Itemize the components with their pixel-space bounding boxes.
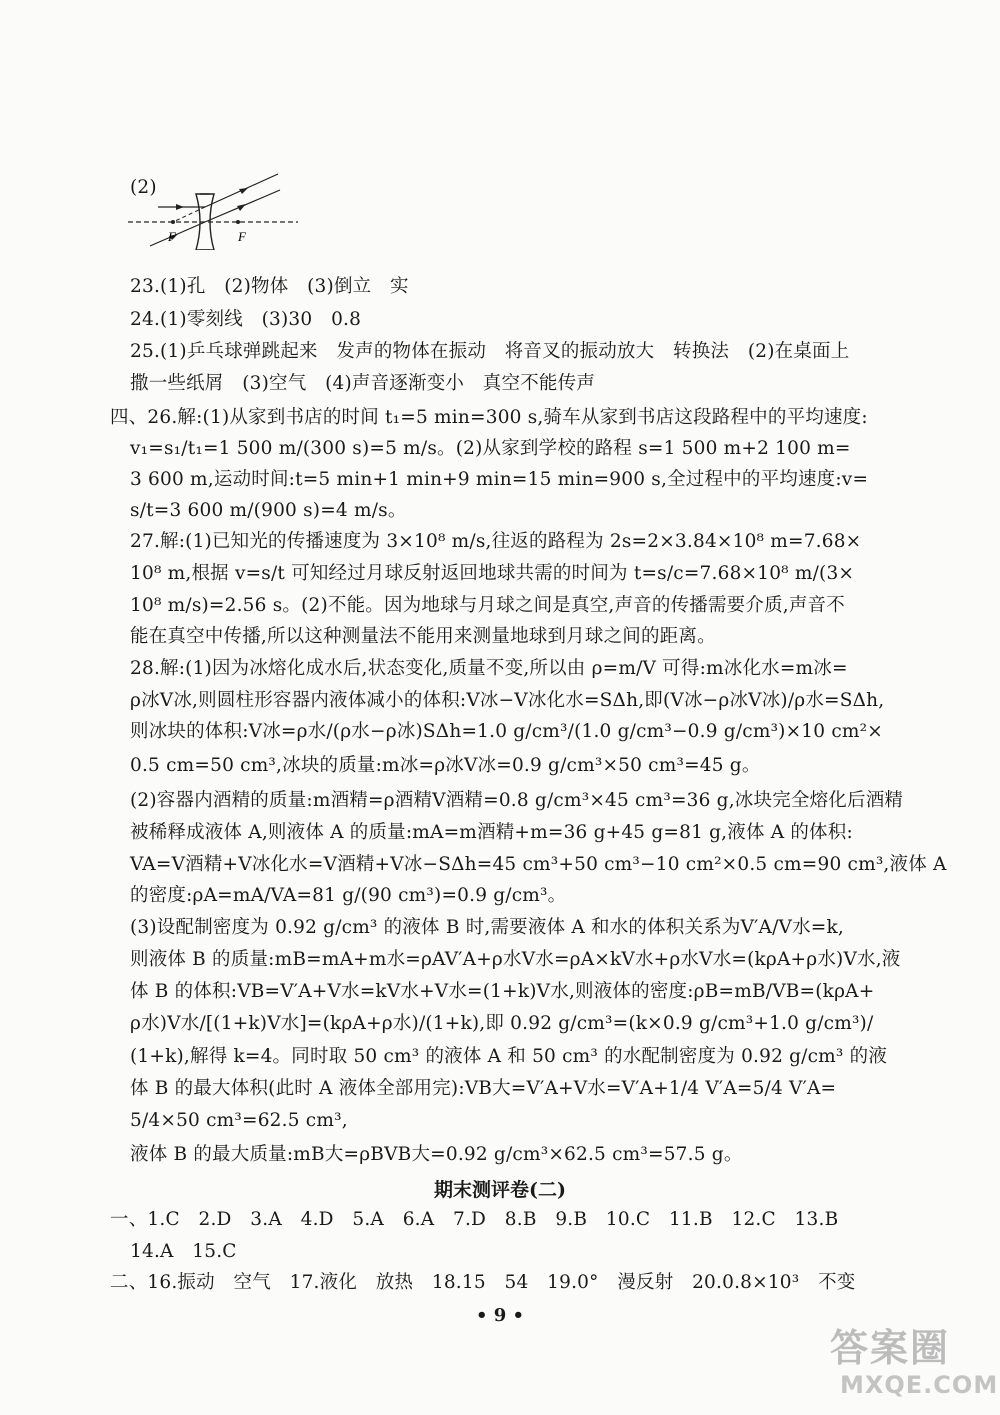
watermark-logo: 答案圈 (830, 1326, 951, 1370)
answer-line: 10⁸ m,根据 v=s/t 可知经过月球反射返回地球共需的时间为 t=s/c=7.68×10⁸ m/(3× (130, 563, 855, 584)
answer-line: ρ水)V水/[(1+k)V水]=(kρA+ρ水)/(1+k),即 0.92 g/cm³=(k×0.9 g/cm³+1.0 g/cm³)/ (130, 1013, 874, 1034)
answer-line: 撒一些纸屑 (3)空气 (4)声音逐渐变小 真空不能传声 (130, 373, 596, 394)
answer-line: 能在真空中传播,所以这种测量法不能用来测量地球到月球之间的距离。 (130, 626, 716, 647)
answer-line: 27.解:(1)已知光的传播速度为 3×10⁸ m/s,往返的路程为 2s=2×3.84×10⁸ m=7.68× (130, 531, 862, 552)
page-number: • 9 • (475, 1305, 525, 1326)
answer-line: VA=V酒精+V冰化水=V酒精+V冰−SΔh=45 cm³+50 cm³−10 cm²×0.5 cm=90 cm³,液体 A (130, 854, 947, 875)
answer-line: v₁=s₁/t₁=1 500 m/(300 s)=5 m/s。(2)从家到学校的路程 s=1 500 m+2 100 m= (130, 438, 851, 459)
answer-line: 23.(1)孔 (2)物体 (3)倒立 实 (130, 276, 409, 297)
watermark-url: MXQE.COM (840, 1371, 999, 1399)
answer-line: 10⁸ m/s)=2.56 s。(2)不能。因为地球与月球之间是真空,声音的传播需要介质,声音不 (130, 595, 845, 616)
answer-line: 被稀释成液体 A,则液体 A 的质量:mA=m酒精+m=36 g+45 g=81 g,液体 A 的体积: (130, 822, 853, 843)
answer-line: 的密度:ρA=mA/VA=81 g/(90 cm³)=0.9 g/cm³。 (130, 885, 567, 906)
answer-line: 四、26.解:(1)从家到书店的时间 t₁=5 min=300 s,骑车从家到书店这段路程中的平均速度: (110, 407, 868, 428)
answer-line: 3 600 m,运动时间:t=5 min+1 min+9 min=15 min=900 s,全过程中的平均速度:v= (130, 469, 869, 490)
answer-line: 则液体 B 的质量:mB=mA+m水=ρAV′A+ρ水V水=ρA×kV水+ρ水V水=(kρA+ρ水)V水,液 (130, 949, 901, 970)
answer-line: s/t=3 600 m/(900 s)=4 m/s。 (130, 500, 407, 521)
answer-line: (3)设配制密度为 0.92 g/cm³ 的液体 B 时,需要液体 A 和水的体积关系为V′A/V水=k, (130, 917, 844, 938)
part-2-label: (2) (130, 177, 157, 198)
watermark (810, 1315, 1000, 1415)
answer-line: (2)容器内酒精的质量:m酒精=ρ酒精V酒精=0.8 g/cm³×45 cm³=36 g,冰块完全熔化后酒精 (130, 790, 904, 811)
answer-line: 28.解:(1)因为冰熔化成水后,状态变化,质量不变,所以由 ρ=m/V 可得:m冰化水=m冰= (130, 658, 848, 679)
answer-line: 14.A 15.C (130, 1241, 237, 1262)
focus-left-label: F (168, 229, 176, 244)
section-title: 期末测评卷(二) (434, 1179, 566, 1201)
answer-line: 24.(1)零刻线 (3)30 0.8 (130, 309, 362, 330)
answer-line: 则冰块的体积:V冰=ρ水/(ρ水−ρ冰)SΔh=1.0 g/cm³/(1.0 g/cm³−0.9 g/cm³)×10 cm²× (130, 721, 883, 742)
answer-line: 二、16.振动 空气 17.液化 放热 18.15 54 19.0° 漫反射 20.0.8×10³ 不变 (110, 1272, 856, 1293)
answer-line: 一、1.C 2.D 3.A 4.D 5.A 6.A 7.D 8.B 9.B 10.C 11.B 12.C 13.B (110, 1209, 839, 1230)
answer-line: (1+k),解得 k=4。同时取 50 cm³ 的液体 A 和 50 cm³ 的水配制密度为 0.92 g/cm³ 的液 (130, 1046, 888, 1067)
answer-line: 0.5 cm=50 cm³,冰块的质量:m冰=ρ冰V冰=0.9 g/cm³×50 cm³=45 g。 (130, 755, 761, 776)
answer-line: 5/4×50 cm³=62.5 cm³, (130, 1110, 348, 1131)
answer-line: 体 B 的体积:VB=V′A+V水=kV水+V水=(1+k)V水,则液体的密度:ρB=mB/VB=(kρA+ (130, 981, 875, 1002)
answer-line: 25.(1)乒乓球弹跳起来 发声的物体在振动 将音叉的振动放大 转换法 (2)在桌面上 (130, 341, 850, 362)
answer-line: 液体 B 的最大质量:mB大=ρBVB大=0.92 g/cm³×62.5 cm³=57.5 g。 (130, 1144, 743, 1165)
lens-ray-diagram (128, 170, 298, 250)
focus-right-label: F (238, 229, 246, 244)
answer-line: 体 B 的最大体积(此时 A 液体全部用完):VB大=V′A+V水=V′A+1/4 V′A=5/4 V′A= (130, 1078, 837, 1099)
answer-line: ρ冰V冰,则圆柱形容器内液体减小的体积:V冰−V冰化水=SΔh,即(V冰−ρ冰V冰)/ρ水=SΔh, (130, 690, 885, 711)
